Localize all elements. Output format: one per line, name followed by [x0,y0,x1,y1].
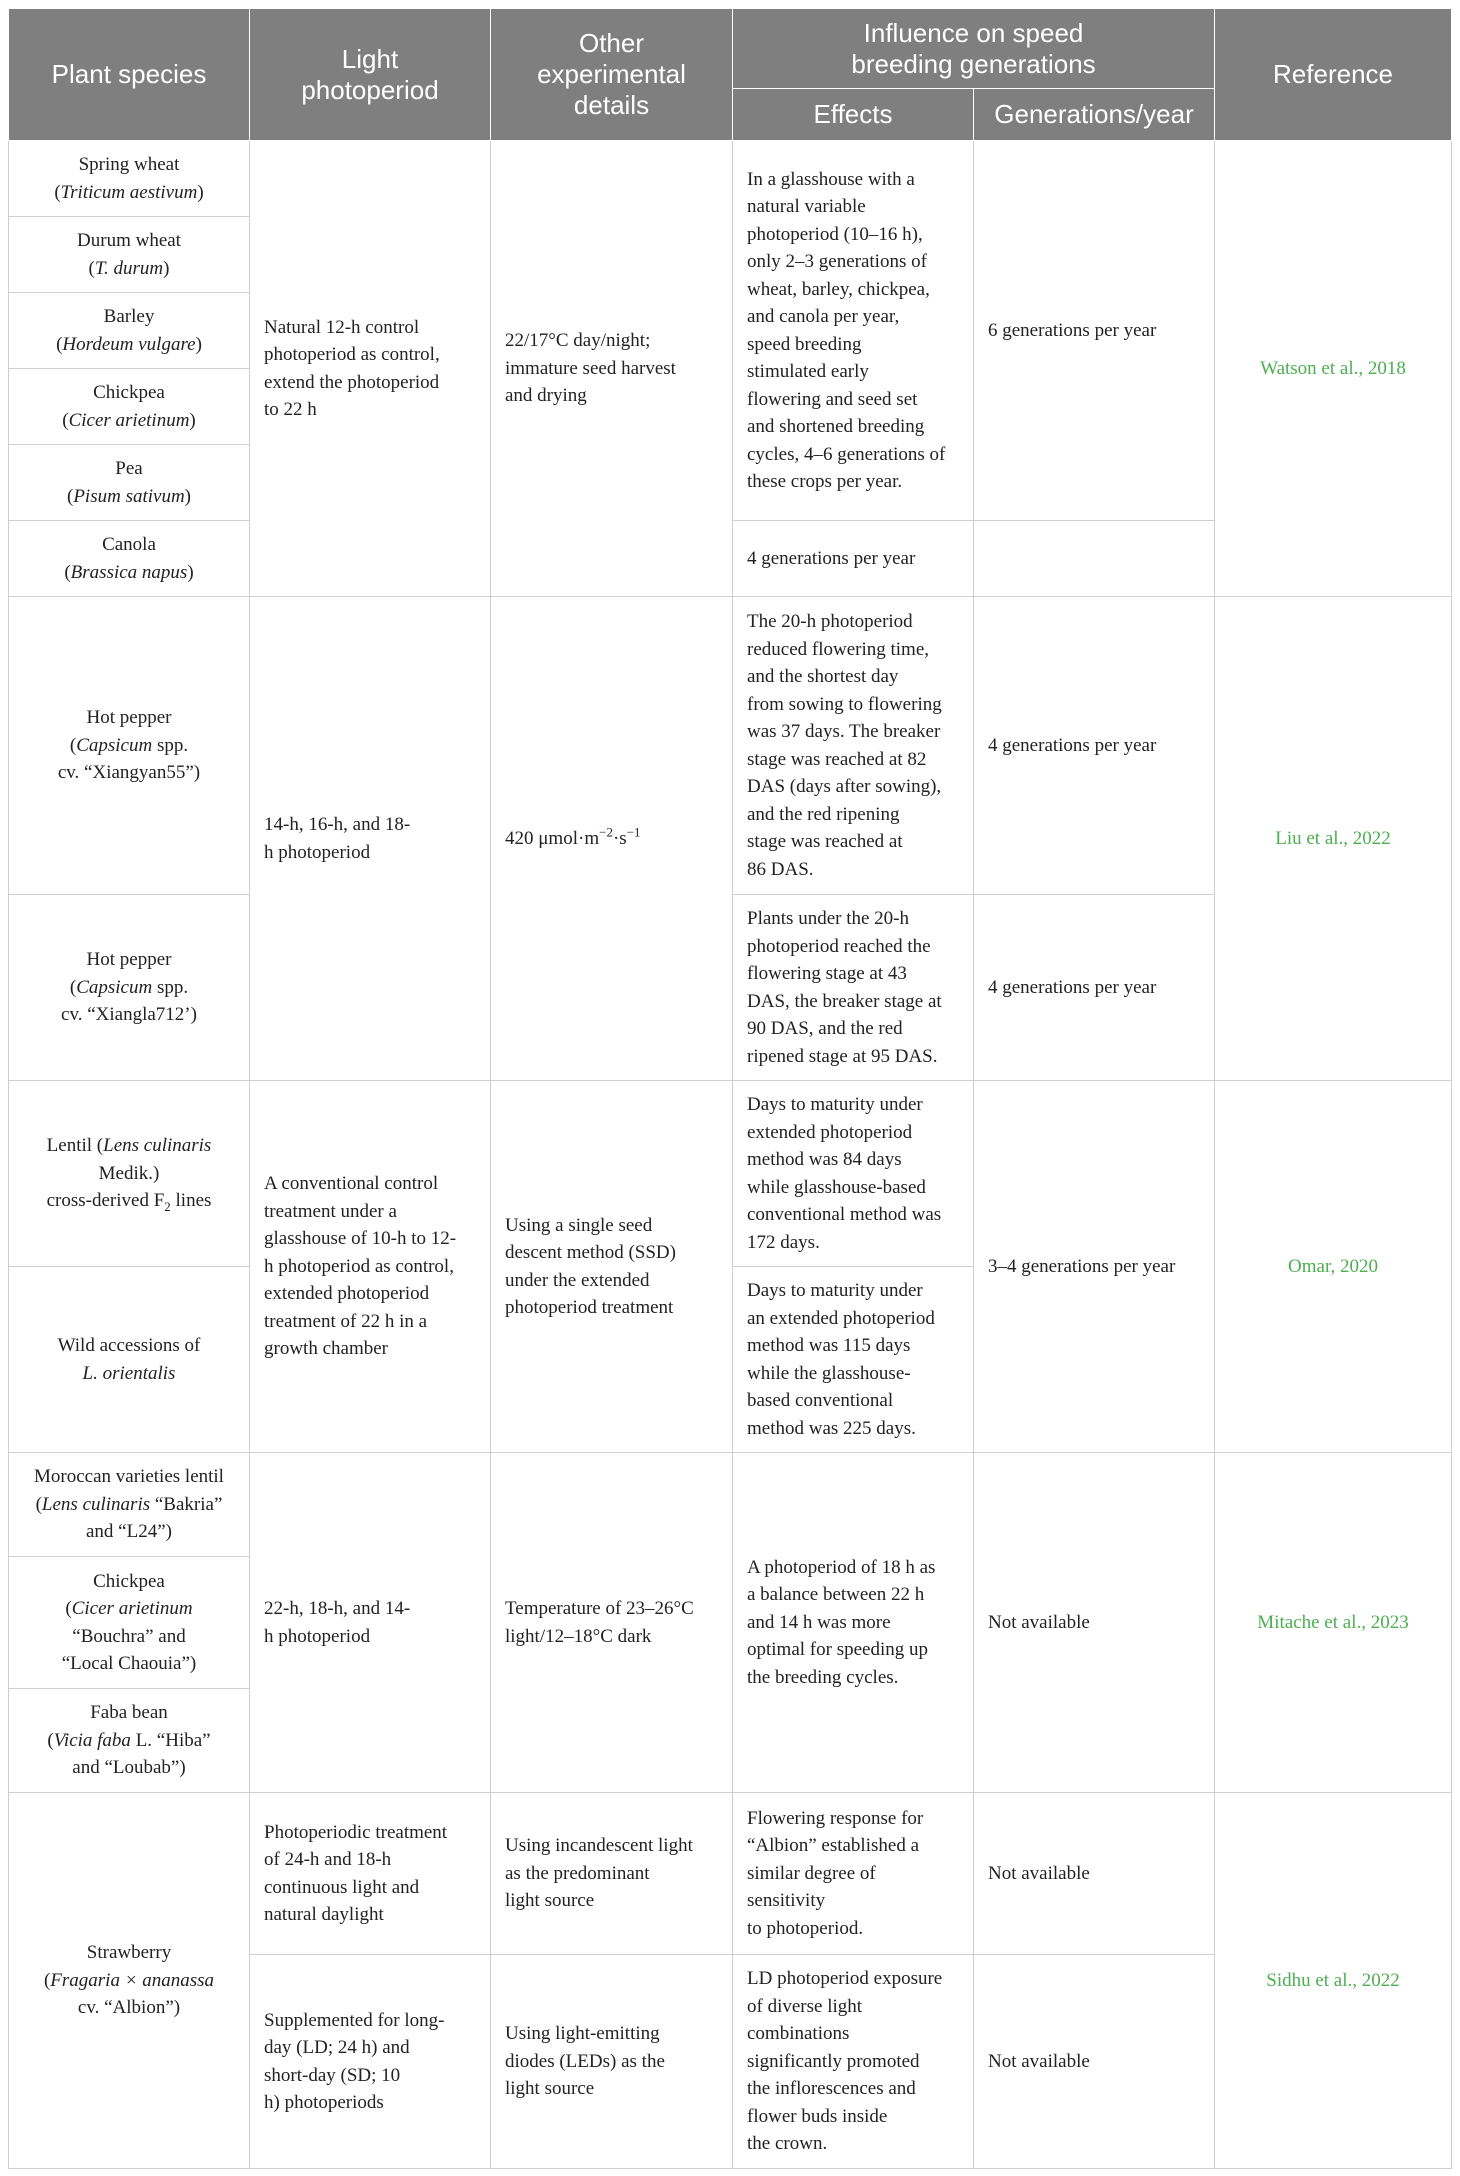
details-cell: Using a single seed descent method (SSD) under the extended photoperiod treatment [491,1081,733,1453]
header-reference: Reference [1215,9,1452,141]
header-generations: Generations/year [974,89,1215,141]
generations-cell: 4 generations per year [974,597,1215,895]
table-row [9,1453,1452,1557]
reference-link[interactable]: Mitache et al., 2023 [1257,1611,1409,1633]
reference-cell[interactable] [1215,1793,1452,2169]
table-row [9,141,1452,217]
photoperiod-cell: Supplemented for long- day (LD; 24 h) and short-day (SD; 10 h) photoperiods [250,1955,491,2169]
generations-cell: 4 generations per year [733,521,974,597]
species-cell: Barley (Hordeum vulgare) [9,293,250,369]
reference-link[interactable]: Sidhu et al., 2022 [1266,1969,1400,1991]
species-cell: Chickpea (Cicer arietinum) [9,369,250,445]
photoperiod-cell: Photoperiodic treatment of 24-h and 18-h continuous light and natural daylight [250,1793,491,1955]
species-cell: Chickpea (Cicer arietinum “Bouchra” and “Local Chaouia”) [9,1557,250,1689]
species-cell: Strawberry (Fragaria × ananassa cv. “Albion”) [9,1793,250,2169]
reference-link[interactable]: Omar, 2020 [1288,1255,1379,1277]
species-cell: Spring wheat (Triticum aestivum) [9,141,250,217]
details-cell: 420 $\mu mol\cdot m^{-2}\cdot s^{-1}$ [491,597,733,1081]
table-row [9,1081,1452,1267]
species-cell: Hot pepper (Capsicum spp. cv. “Xiangyan55”) [9,597,250,895]
species-cell: Faba bean (Vicia faba L. “Hiba” and “Loubab”) [9,1689,250,1793]
species-cell: Wild accessions of L. orientalis [9,1267,250,1453]
photoperiod-cell: 22-h, 18-h, and 14- h photoperiod [250,1453,491,1793]
generations-cell: Not available [974,1453,1215,1793]
effects-cell: Days to maturity under an extended photoperiod method was 115 days while the glasshouse- based conventional method was 225 days. [733,1267,974,1453]
effects-cell: The 20-h photoperiod reduced flowering time, and the shortest day from sowing to flowering was 37 days. The breaker stage was reached at 82 DAS (days after sowing), and the red ripening stage was reached at 86 DAS. [733,597,974,895]
species-cell: Hot pepper (Capsicum spp. cv. “Xiangla712’) [9,895,250,1081]
reference-cell[interactable] [1215,597,1452,1081]
generations-cell: 4 generations per year [974,895,1215,1081]
speed-breeding-table [8,8,1452,2169]
effects-cell: Flowering response for “Albion” established a similar degree of sensitivity to photoperiod. [733,1793,974,1955]
species-cell: Durum wheat (T. durum) [9,217,250,293]
generations-cell: 6 generations per year [974,141,1215,521]
header-effects: Effects [733,89,974,141]
header-other-details: Other experimental details [491,9,733,141]
details-cell: Temperature of 23–26°C light/12–18°C dark [491,1453,733,1793]
photoperiod-cell: A conventional control treatment under a glasshouse of 10-h to 12- h photoperiod as control, extended photoperiod treatment of 22 h in a growth chamber [250,1081,491,1453]
generations-cell: Not available [974,1955,1215,2169]
effects-cell: In a glasshouse with a natural variable photoperiod (10–16 h), only 2–3 generations of wheat, barley, chickpea, and canola per year, speed breeding stimulated early flowering and seed set and shortened breeding cycles, 4–6 generations of these crops per year. [733,141,974,521]
reference-link[interactable]: Liu et al., 2022 [1275,827,1391,849]
reference-cell[interactable] [1215,1081,1452,1453]
header-light-photoperiod: Light photoperiod [250,9,491,141]
reference-link[interactable]: Watson et al., 2018 [1260,357,1406,379]
species-cell: Canola (Brassica napus) [9,521,250,597]
species-cell: Moroccan varieties lentil (Lens culinaris “Bakria” and “L24”) [9,1453,250,1557]
generations-cell: 3–4 generations per year [974,1081,1215,1453]
header-plant-species: Plant species [9,9,250,141]
generations-cell: Not available [974,1793,1215,1955]
details-cell: Using incandescent light as the predominant light source [491,1793,733,1955]
details-cell: Using light-emitting diodes (LEDs) as the light source [491,1955,733,2169]
species-cell: Lentil (Lens culinaris Medik.) cross-derived $F_2$ lines [9,1081,250,1267]
reference-cell[interactable] [1215,141,1452,597]
details-cell: 22/17°C day/night; immature seed harvest and drying [491,141,733,597]
photoperiod-cell: 14-h, 16-h, and 18- h photoperiod [250,597,491,1081]
header-influence: Influence on speed breeding generations [733,9,1215,89]
photoperiod-cell: Natural 12-h control photoperiod as control, extend the photoperiod to 22 h [250,141,491,597]
effects-cell: LD photoperiod exposure of diverse light combinations significantly promoted the inflorescences and flower buds inside the crown. [733,1955,974,2169]
species-cell: Pea (Pisum sativum) [9,445,250,521]
table-header [9,9,1452,141]
effects-cell: Days to maturity under extended photoperiod method was 84 days while glasshouse-based conventional method was 172 days. [733,1081,974,1267]
effects-cell: Plants under the 20-h photoperiod reached the flowering stage at 43 DAS, the breaker stage at 90 DAS, and the red ripened stage at 95 DAS. [733,895,974,1081]
effects-cell: A photoperiod of 18 h as a balance between 22 h and 14 h was more optimal for speeding up the breeding cycles. [733,1453,974,1793]
table-row [9,597,1452,895]
table-row [9,1793,1452,1955]
reference-cell[interactable] [1215,1453,1452,1793]
